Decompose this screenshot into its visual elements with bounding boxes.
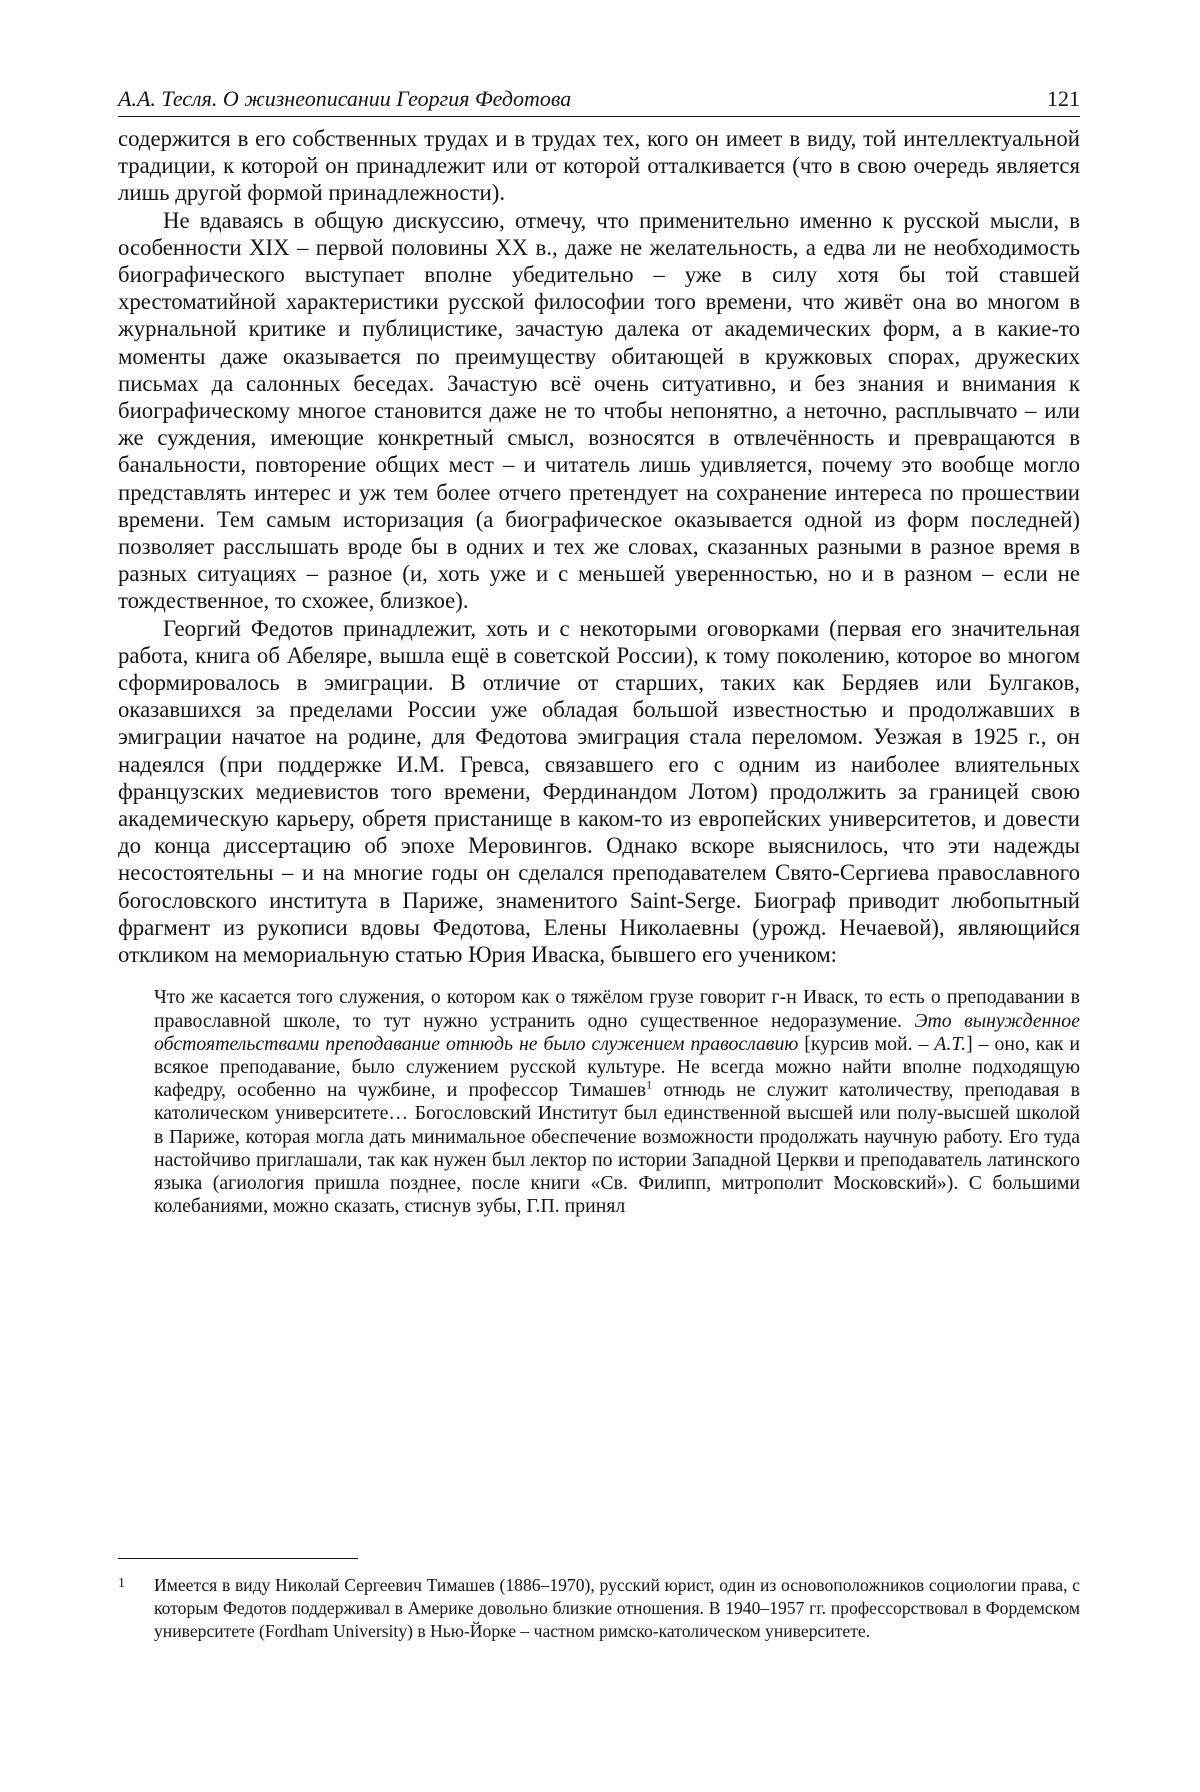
quote-italic-initials: А.Т. [934,1032,967,1055]
footnote-text: Имеется в виду Николай Сергеевич Тимашев (1886–1970), русский юрист, один из основоположников социологии права, с которым Федотов поддерживал в Америке довольно близкие отношения. В 1940–1957 гг. профессорствовал в Фордемском университете (Fordham University) в Нью-Йорке – частном римско-католическом университете. [154,1575,1080,1641]
quote-text-part4: отнюдь не служит католичеству, преподавая в католическом университете… Богословский Институт был единственной высшей или полу-высшей школой в Париже, которая могла дать минимальное обеспечение возможности продолжать научную работу. Его туда настойчиво приглашали, так как нужен был лектор по истории Западной Церкви и преподаватель латинского языка (агиология пришла позднее, после книги «Св. Филипп, митрополит Московский»). С большими колебаниями, можно сказать, стиснув зубы, Г.П. принял [154,1079,1080,1218]
paragraph-fedotov: Георгий Федотов принадлежит, хоть и с некоторыми оговорками (первая его значительная работа, книга об Абеляре, вышла ещё в советской России), к тому поколению, которое во многом сформировалось в эмиграции. В отличие от старших, таких как Бердяев или Булгаков, оказавшихся за пределами России уже обладая большой известностью и продолжавших в эмиграции начатое на родине, для Федотова эмиграция стала переломом. Уезжая в 1925 г., он надеялся (при поддержке И.М. Гревса, связавшего его с одним из наиболее влиятельных французских медиевистов того времени, Фердинандом Лотом) продолжить за границей свою академическую карьеру, обретя пристанище в каком-то из европейских университетов, и довести до конца диссертацию об эпохе Меровингов. Однако вскоре выяснилось, что эти надежды несостоятельны – и на многие годы он сделался преподавателем Свято-Сергиева православного богословского института в Париже, знаменитого Saint-Serge. Биограф приводит любопытный фрагмент из рукописи вдовы Федотова, Елены Николаевны (урожд. Нечаевой), являющийся откликом на мемориальную статью Юрия Иваска, бывшего его учеником: [118,615,1080,968]
quote-text-part3: ] – оно, как и всякое преподавание, было служением русской культуре. Не всегда можно найти вполне подходящую кафедру, особенно на чужбине, и профессор Тимашев [154,1032,1080,1102]
block-quote [154,986,1080,1218]
paragraph-continuation: содержится в его собственных трудах и в трудах тех, кого он имеет в виду, той интеллектуальной традиции, к которой он принадлежит или от которой отталкивается (что в свою очередь является лишь другой формой принадлежности). [118,126,1080,206]
page-content [118,84,1080,1218]
quote-text-part1: Что же касается того служения, о котором как о тяжёлом грузе говорит г-н Иваск, то есть о преподавании в православной школе, то тут нужно устранить одно существенное недоразумение. [154,986,1080,1032]
footnote [118,1574,1080,1643]
footnote-rule [118,1558,358,1559]
running-head [118,84,1080,117]
quote-italic-emphasis: Это вынужденное обстоятельствами преподавание отнюдь не было служением православию [154,1009,1080,1055]
page-number: 121 [1047,86,1080,111]
footnote-reference: 1 [646,1077,653,1092]
quote-text-part2: [курсив мой. – [798,1032,935,1055]
body-text [118,125,1080,968]
paragraph-biographical: Не вдаваясь в общую дискуссию, отмечу, что применительно именно к русской мысли, в особенности XIX – первой половины XX в., даже не желательность, а едва ли не необходимость биографического выступает вполне убедительно – уже в силу хотя бы той ставшей хрестоматийной характеристики русской философии того времени, что живёт она во многом в журнальной критике и публицистике, зачастую далека от академических форм, а в какие-то моменты даже оказывается по преимуществу обитающей в кружковых спорах, дружеских письмах да салонных беседах. Зачастую всё очень ситуативно, и без знания и внимания к биографическому многое становится даже не то чтобы непонятно, а неточно, расплывчато – или же суждения, имеющие конкретный смысл, возносятся в отвлечённость и превращаются в банальности, повторение общих мест – и читатель лишь удивляется, почему это вообще могло представлять интерес и уж тем более отчего претендует на сохранение интереса по прошествии времени. Тем самым историзация (а биографическое оказывается одной из форм последней) позволяет расслышать вроде бы в одних и тех же словах, сказанных разными в разное время в разных ситуациях – разное (и, хоть уже и с меньшей уверенностью, но и в разном – если не тождественное, то схожее, близкое). [118,207,1080,614]
footnote-marker: 1 [118,1576,125,1591]
running-title: А.А. Тесля. О жизнеописании Георгия Федотова [118,86,572,111]
